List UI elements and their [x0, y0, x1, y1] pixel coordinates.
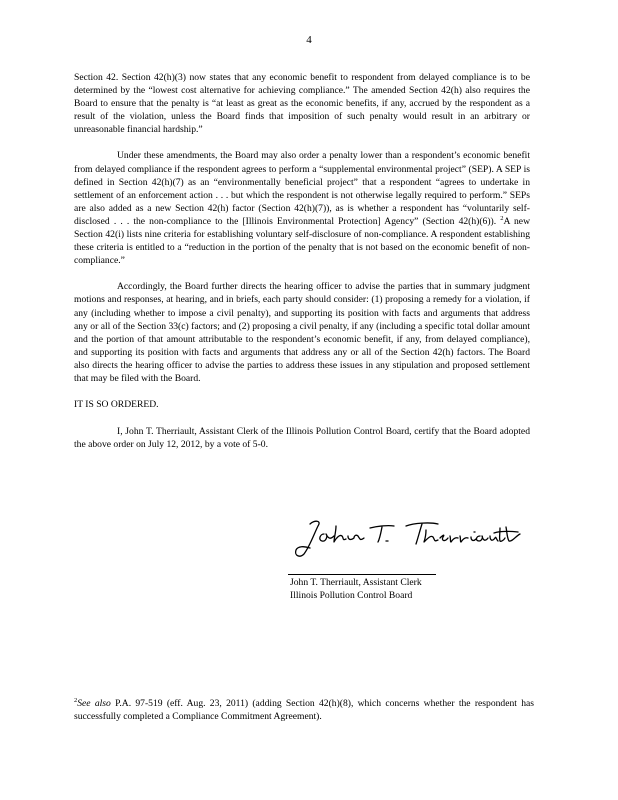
- footnote-text: P.A. 97-519 (eff. Aug. 23, 2011) (adding Section 42(h)(8), which concerns whether the respondent has successfully completed a Compliance Commitment Agreement).: [74, 698, 534, 722]
- footnote: [74, 697, 534, 723]
- signer-organization: Illinois Pollution Control Board: [290, 590, 413, 601]
- so-ordered-line: IT IS SO ORDERED.: [74, 399, 159, 411]
- paragraph-amendments: [74, 149, 530, 267]
- handwritten-signature: [288, 512, 538, 572]
- signature-line: [288, 574, 436, 575]
- paragraph-hearing-directions: Accordingly, the Board further directs the hearing officer to advise the parties that in summary judgment motions and responses, at hearing, and in briefs, each party should consider: (1) proposing a remedy for a violation, if any (including whether to impose a civil penalty), and supporting its position with facts and arguments that address any or all of the Section 33(c) factors; and (2) proposing a civil penalty, if any (including a specific total dollar amount and the portion of that amount attributable to the respondent’s economic benefit, if any, from delayed compliance), and supporting its position with facts and arguments that address any or all of the Section 42(h) factors. The Board also directs the hearing officer to advise the parties to address these issues in any stipulation and proposed settlement that may be filed with the Board.: [74, 281, 530, 384]
- footnote-reference: 2: [500, 214, 504, 222]
- paragraph-amendments-text-continued: A new Section 42(i) lists nine criteria for establishing voluntary self-disclosure of non-compliance. A respondent establishing these criteria is entitled to a “reduction in the portion of the penalty that is not based on the economic benefit of non-compliance.”: [74, 215, 530, 267]
- footnote-marker: 2: [74, 696, 78, 704]
- signer-block: [290, 576, 422, 602]
- paragraph-amendments-text: Under these amendments, the Board may also order a penalty lower than a respondent’s economic benefit from delayed compliance if the respondent agrees to perform a “supplemental environmental project” (SEP). A SEP is defined in Section 42(h)(7) as an “environmentally beneficial project” that a respondent “agrees to undertake in settlement of an enforcement action . . . but which the respondent is not otherwise legally required to perform.” SEPs are also added as a new Section 42(h) factor (Section 42(h)(7)), as is whether a respondent has “voluntarily self-disclosed . . . the non-compliance to the [Illinois Environmental Protection] Agency” (Section 42(h)(6)).: [74, 150, 530, 227]
- signer-name-title: John T. Therriault, Assistant Clerk: [290, 577, 422, 588]
- page-number: 4: [306, 34, 312, 46]
- footnote-signal: See also: [77, 698, 111, 709]
- paragraph-section-42: Section 42. Section 42(h)(3) now states that any economic benefit to respondent from delayed compliance is to be determined by the “lowest cost alternative for achieving compliance.” The amended Section 42(h) also requires the Board to ensure that the penalty is “at least as great as the economic benefits, if any, accrued by the respondent as a result of the violation, unless the Board finds that imposition of such penalty would result in an arbitrary or unreasonable financial hardship.”: [74, 72, 530, 136]
- signature-image: [288, 512, 538, 572]
- clerk-certification: I, John T. Therriault, Assistant Clerk of the Illinois Pollution Control Board, certify that the Board adopted the above order on July 12, 2012, by a vote of 5-0.: [74, 426, 530, 451]
- order-body: [74, 71, 530, 451]
